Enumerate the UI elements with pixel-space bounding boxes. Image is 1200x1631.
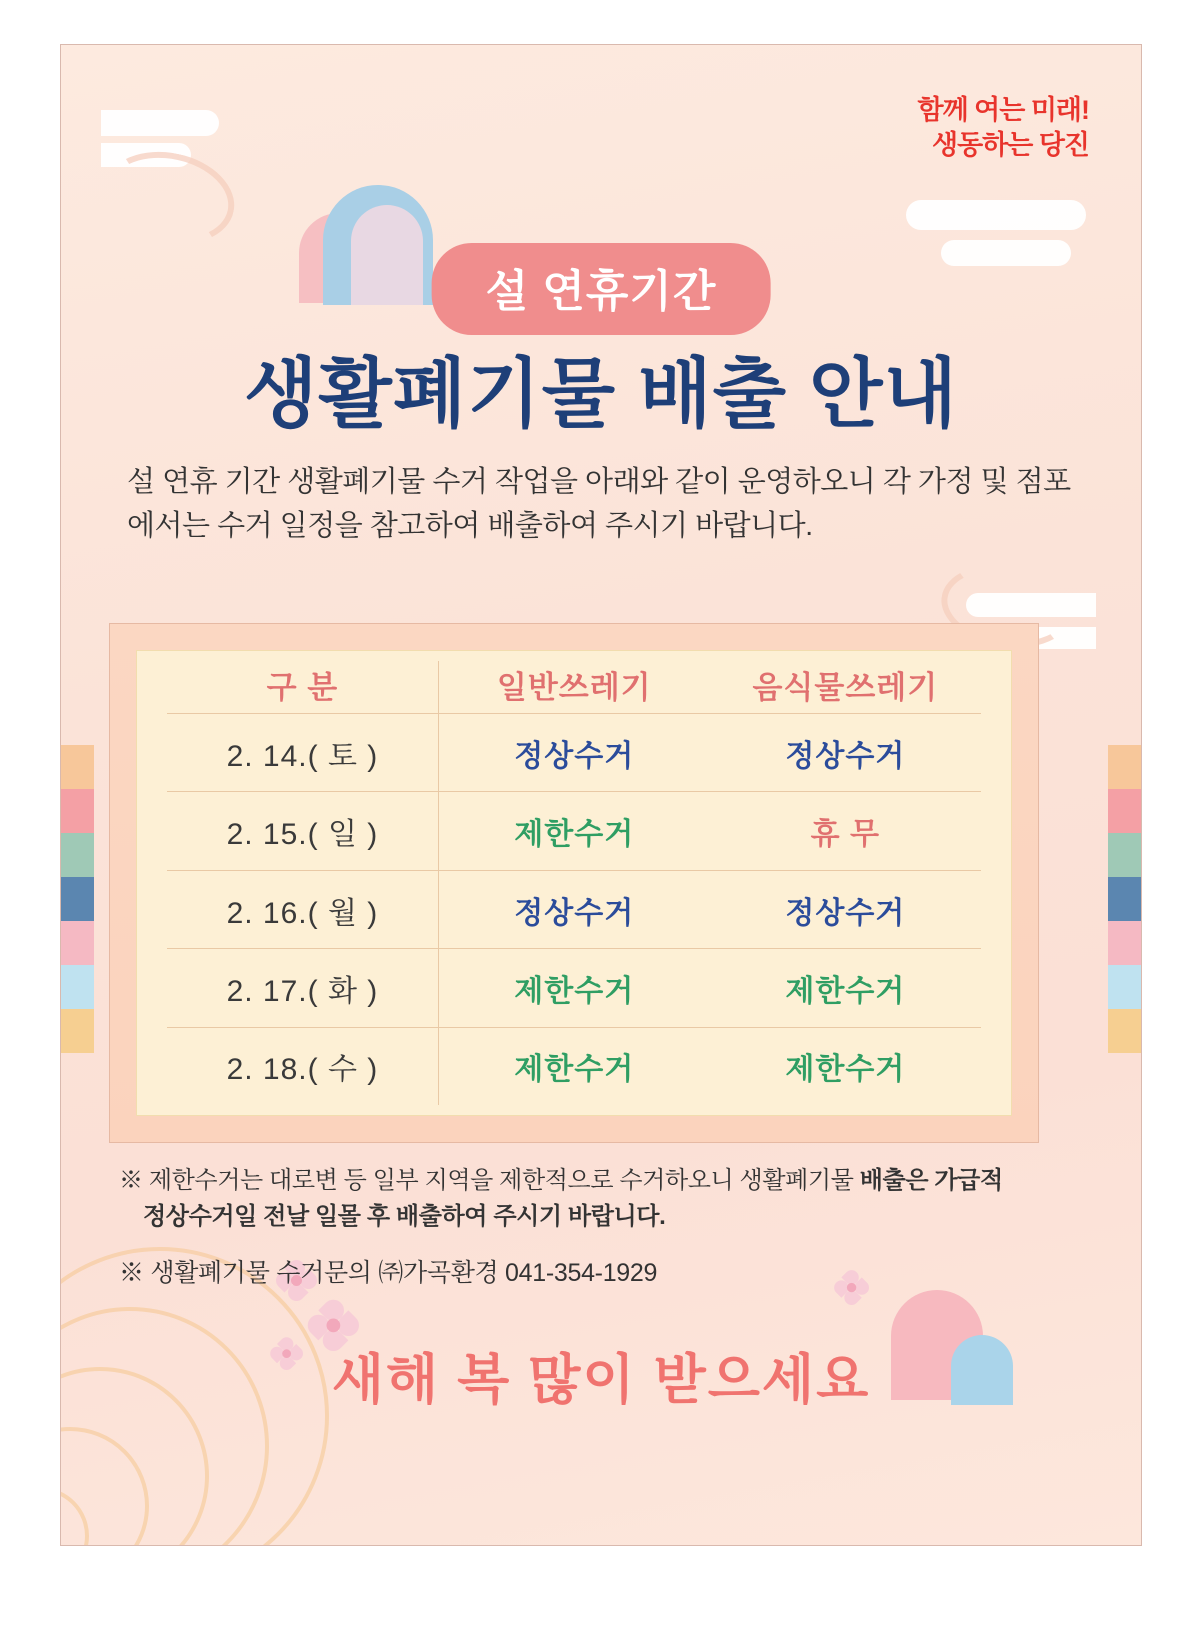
cell-food-waste: 제한수거	[710, 1027, 981, 1105]
holiday-period-badge: 설 연휴기간	[432, 243, 771, 335]
schedule-table	[167, 661, 981, 1105]
page-title: 생활폐기물 배출 안내	[244, 352, 958, 437]
column-header-general-waste: 일반쓰레기	[438, 661, 709, 714]
city-slogan	[918, 93, 1090, 162]
cell-general-waste: 제한수거	[438, 1027, 709, 1105]
cell-general-waste: 정상수거	[438, 870, 709, 948]
cell-date: 2. 16.( 월 )	[167, 870, 438, 948]
column-header-category: 구 분	[266, 670, 339, 705]
poster-panel	[60, 44, 1142, 1546]
blossom-icon	[834, 1270, 870, 1306]
note-text-bold2: 정상수거일 전날 일몰 후 배출하여 주시기 바랍니다.	[143, 1203, 666, 1230]
fan-pattern-icon	[60, 1285, 321, 1546]
table-row	[167, 792, 981, 870]
table-row	[167, 714, 981, 792]
note-text-part1: ※ 제한수거는 대로변 등 일부 지역을 제한적으로 수거하오니 생활폐기물	[119, 1167, 860, 1194]
cell-date: 2. 17.( 화 )	[167, 949, 438, 1027]
table-header-row	[167, 661, 981, 714]
cell-general-waste: 정상수거	[438, 714, 709, 792]
schedule-table-frame	[109, 623, 1039, 1143]
cell-general-waste: 제한수거	[438, 949, 709, 1027]
table-row	[167, 870, 981, 948]
slogan-line-2: 생동하는 당진	[932, 129, 1089, 160]
cell-date: 2. 18.( 수 )	[167, 1027, 438, 1105]
schedule-table-inner	[136, 650, 1012, 1116]
cell-food-waste: 정상수거	[710, 714, 981, 792]
note-text-bold1: 배출은 가급적	[859, 1167, 1003, 1194]
cell-food-waste: 휴 무	[710, 792, 981, 870]
note-limited-collection	[119, 1163, 1085, 1235]
cell-date: 2. 14.( 토 )	[167, 714, 438, 792]
table-row	[167, 949, 981, 1027]
cell-general-waste: 제한수거	[438, 792, 709, 870]
cloud-icon	[101, 110, 219, 136]
new-year-greeting: 새해 복 많이 받으세요	[331, 1350, 871, 1410]
slogan-line-1: 함께 여는 미래!	[917, 95, 1089, 125]
column-header-food-waste: 음식물쓰레기	[752, 670, 939, 705]
left-color-bars	[60, 745, 94, 1053]
table-row	[167, 1027, 981, 1105]
cloud-icon	[941, 240, 1071, 266]
arch-shape-icon	[351, 205, 423, 305]
right-color-bars	[1108, 745, 1142, 1053]
cell-food-waste: 정상수거	[710, 870, 981, 948]
cloud-icon	[906, 200, 1086, 230]
intro-paragraph: 설 연휴 기간 생활폐기물 수거 작업을 아래와 같이 운영하오니 각 가정 및 점포에서는 수거 일정을 참고하여 배출하여 주시기 바랍니다.	[127, 466, 1071, 543]
cell-food-waste: 제한수거	[710, 949, 981, 1027]
cell-date: 2. 15.( 일 )	[167, 792, 438, 870]
note-contact: ※ 생활폐기물 수거문의 ㈜가곡환경 041-354-1929	[119, 1259, 658, 1287]
